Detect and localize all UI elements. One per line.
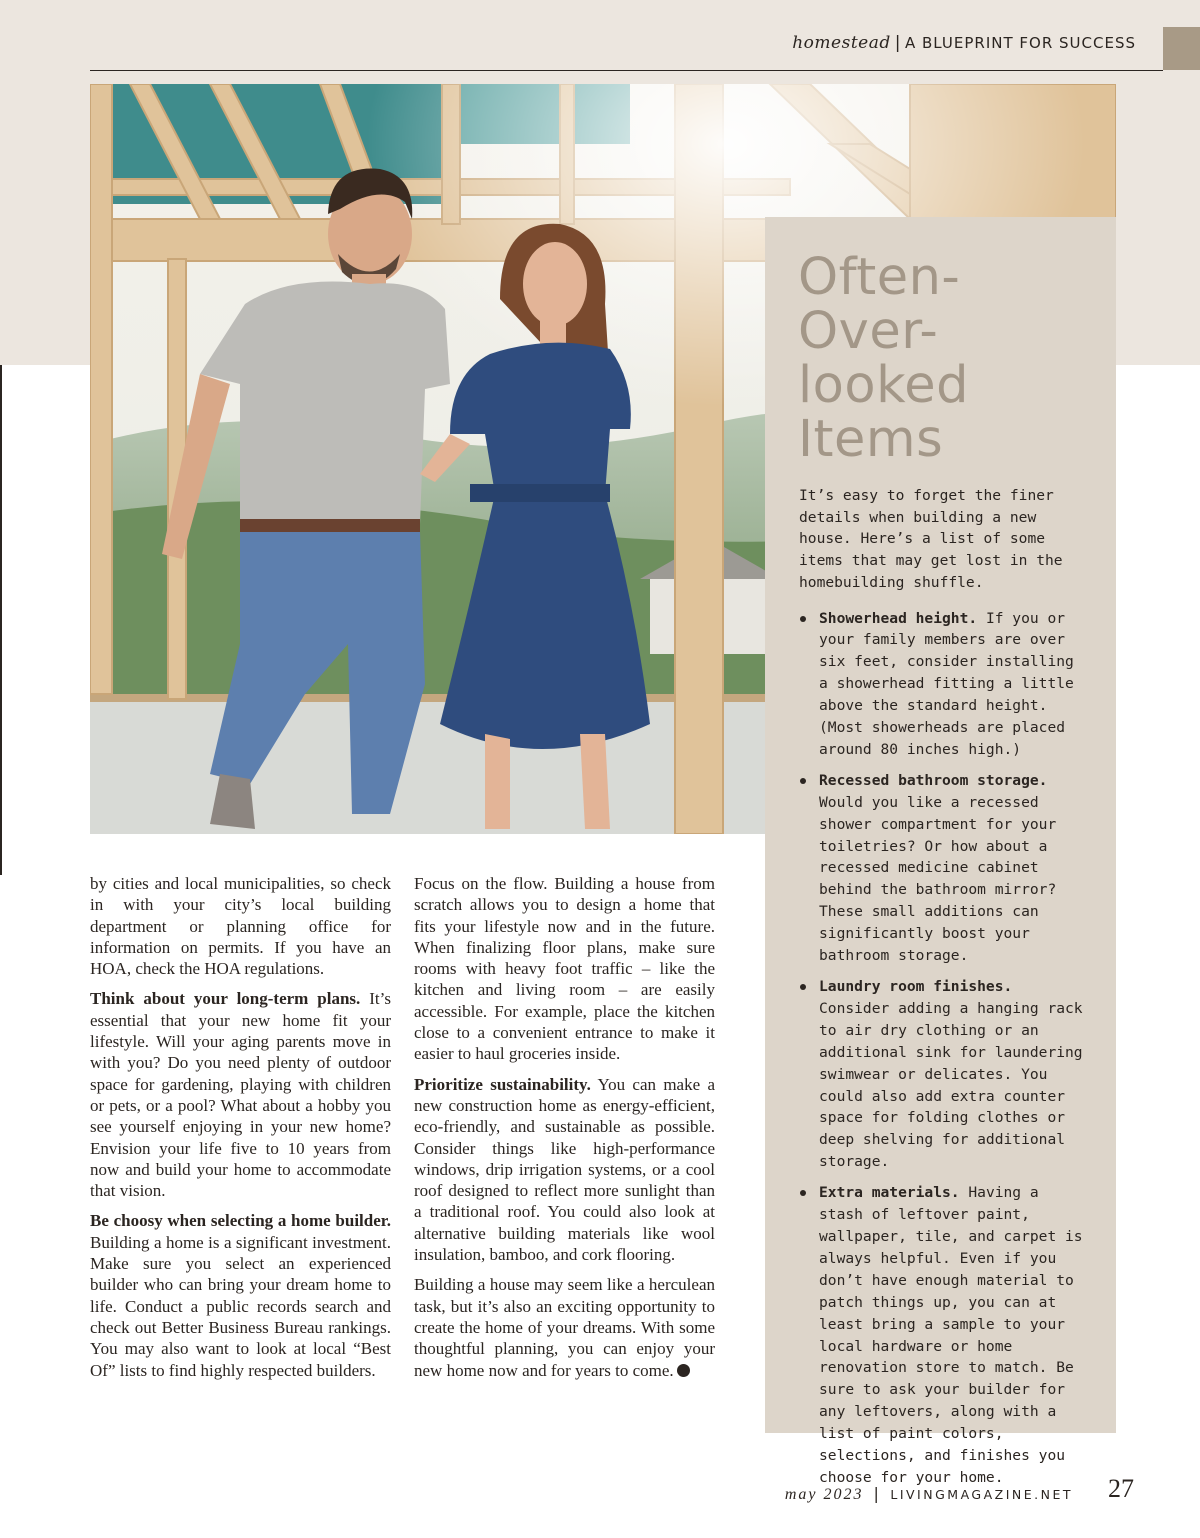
sidebar-item-text: Would you like a recessed shower compartment for your toiletries? Or how about a recessed medicine cabinet behind the bathroom mirror? These small additions can significantly boost your bathroom storage. [819, 793, 1057, 965]
website-url: LIVINGMAGAZINE.NET [890, 1487, 1073, 1502]
end-of-article-icon [677, 1364, 690, 1377]
section-brand: homestead [792, 33, 891, 53]
paragraph-text: Building a home is a significant investment. Make sure you select an experienced builder who can bring your dream home to life. Conduct a public records search and check out Better Business Bureau rankings. You may also want to look at local “Best Of” lists to find highly respected builders. [90, 1232, 391, 1380]
sidebar-item-bathroom-storage [799, 770, 1086, 967]
body-paragraph: Focus on the flow. Building a house from scratch allows you to design a home that fits your lifestyle now and in the future. When finalizing floor plans, make sure rooms with heavy foot traffic – like the kitchen and living room – are easily accessible. For example, place the kitchen close to a convenient entrance to make it easier to haul groceries inside. [414, 874, 715, 1064]
page-footer [785, 1484, 1073, 1504]
body-column-1 [90, 873, 391, 1390]
page-edge-tab [1163, 27, 1200, 70]
paragraph-text: It’s essential that your new home fit your lifestyle. Will your aging parents move in with you? Do you need plenty of outdoor space for gardening, playing with children or pets, or a pool? What about a hobby you see yourself enjoying in your new home? Envision your life five to 10 years from now and build your home to accommodate that vision. [90, 989, 391, 1201]
sidebar-item-laundry [799, 976, 1086, 1173]
left-edge-line [0, 365, 2, 875]
sidebar-item-heading: Laundry room finishes. [819, 978, 1013, 996]
sidebar-item-text: If you or your family members are over six feet, consider installing a showerhead fitting a little above the standard height. (Most showerheads are placed around 80 inches high.) [819, 609, 1074, 758]
header-rule [90, 70, 1163, 71]
body-column-2 [414, 873, 715, 1390]
body-paragraph [414, 1074, 715, 1266]
sidebar-box [765, 217, 1116, 1486]
paragraph-text: You can make a new construction home as energy-efficient, eco-friendly, and sustainable as possible. Consider things like high-performance windows, drip irrigation systems, or a cool roof designed to reflect more sunlight than a traditional roof. You could also look at alternative building materials like wool insulation, bamboo, and cork flooring. [414, 1074, 715, 1265]
sidebar-title-line-1: Often-Over- [798, 248, 961, 361]
sidebar-item-showerhead [799, 608, 1086, 761]
sidebar-intro: It’s easy to forget the finer details when building a new house. Here’s a list of some items that may get lost in the homebuilding shuffle. [799, 487, 1063, 591]
issue-date: may 2023 [784, 1486, 864, 1503]
footer-separator: | [873, 1484, 881, 1503]
sidebar-item-extra-materials [799, 1182, 1086, 1489]
page-number: 27 [1108, 1474, 1134, 1503]
body-paragraph [90, 1210, 391, 1380]
sidebar-title [798, 248, 1086, 469]
sidebar-item-heading: Recessed bathroom storage. [819, 771, 1048, 789]
sidebar-title-line-2: looked Items [798, 356, 970, 469]
sidebar-list [799, 608, 1086, 1489]
paragraph-heading: Be choosy when selecting a home builder. [90, 1211, 391, 1231]
sidebar-item-heading: Showerhead height. [819, 609, 978, 627]
body-paragraph [90, 988, 391, 1201]
sidebar-item-text: Having a stash of leftover paint, wallpaper, tile, and carpet is always helpful. Even if you don’t have enough material to patch things up, you can at least bring a sample to your local hardware or home renovation store to match. Be sure to ask your builder for any leftovers, along with a list of paint colors, selections, and finishes you choose for your home. [819, 1184, 1083, 1486]
body-paragraph: by cities and local municipalities, so check in with your city’s local building department or planning office for information on permits. If you have an HOA, check the HOA regulations. [90, 874, 391, 979]
sidebar-item-heading: Extra materials. [819, 1184, 960, 1202]
header-separator: | [894, 33, 901, 53]
paragraph-text: Building a house may seem like a herculean task, but it’s also an exciting opportunity to create the home of your dreams. With some thoughtful planning, you can enjoy your new home now and for years to come. [414, 1275, 715, 1380]
paragraph-heading: Prioritize sustainability. [414, 1074, 591, 1094]
running-header [792, 33, 1136, 53]
paragraph-heading: Think about your long-term plans. [90, 989, 361, 1009]
sidebar-item-text: Consider adding a hanging rack to air dry clothing or an additional sink for laundering swimwear or delicates. You could also add extra counter space for folding clothes or deep shelving for additional storage. [819, 999, 1083, 1171]
section-tagline: A BLUEPRINT FOR SUCCESS [904, 34, 1136, 52]
body-paragraph [414, 1274, 715, 1380]
